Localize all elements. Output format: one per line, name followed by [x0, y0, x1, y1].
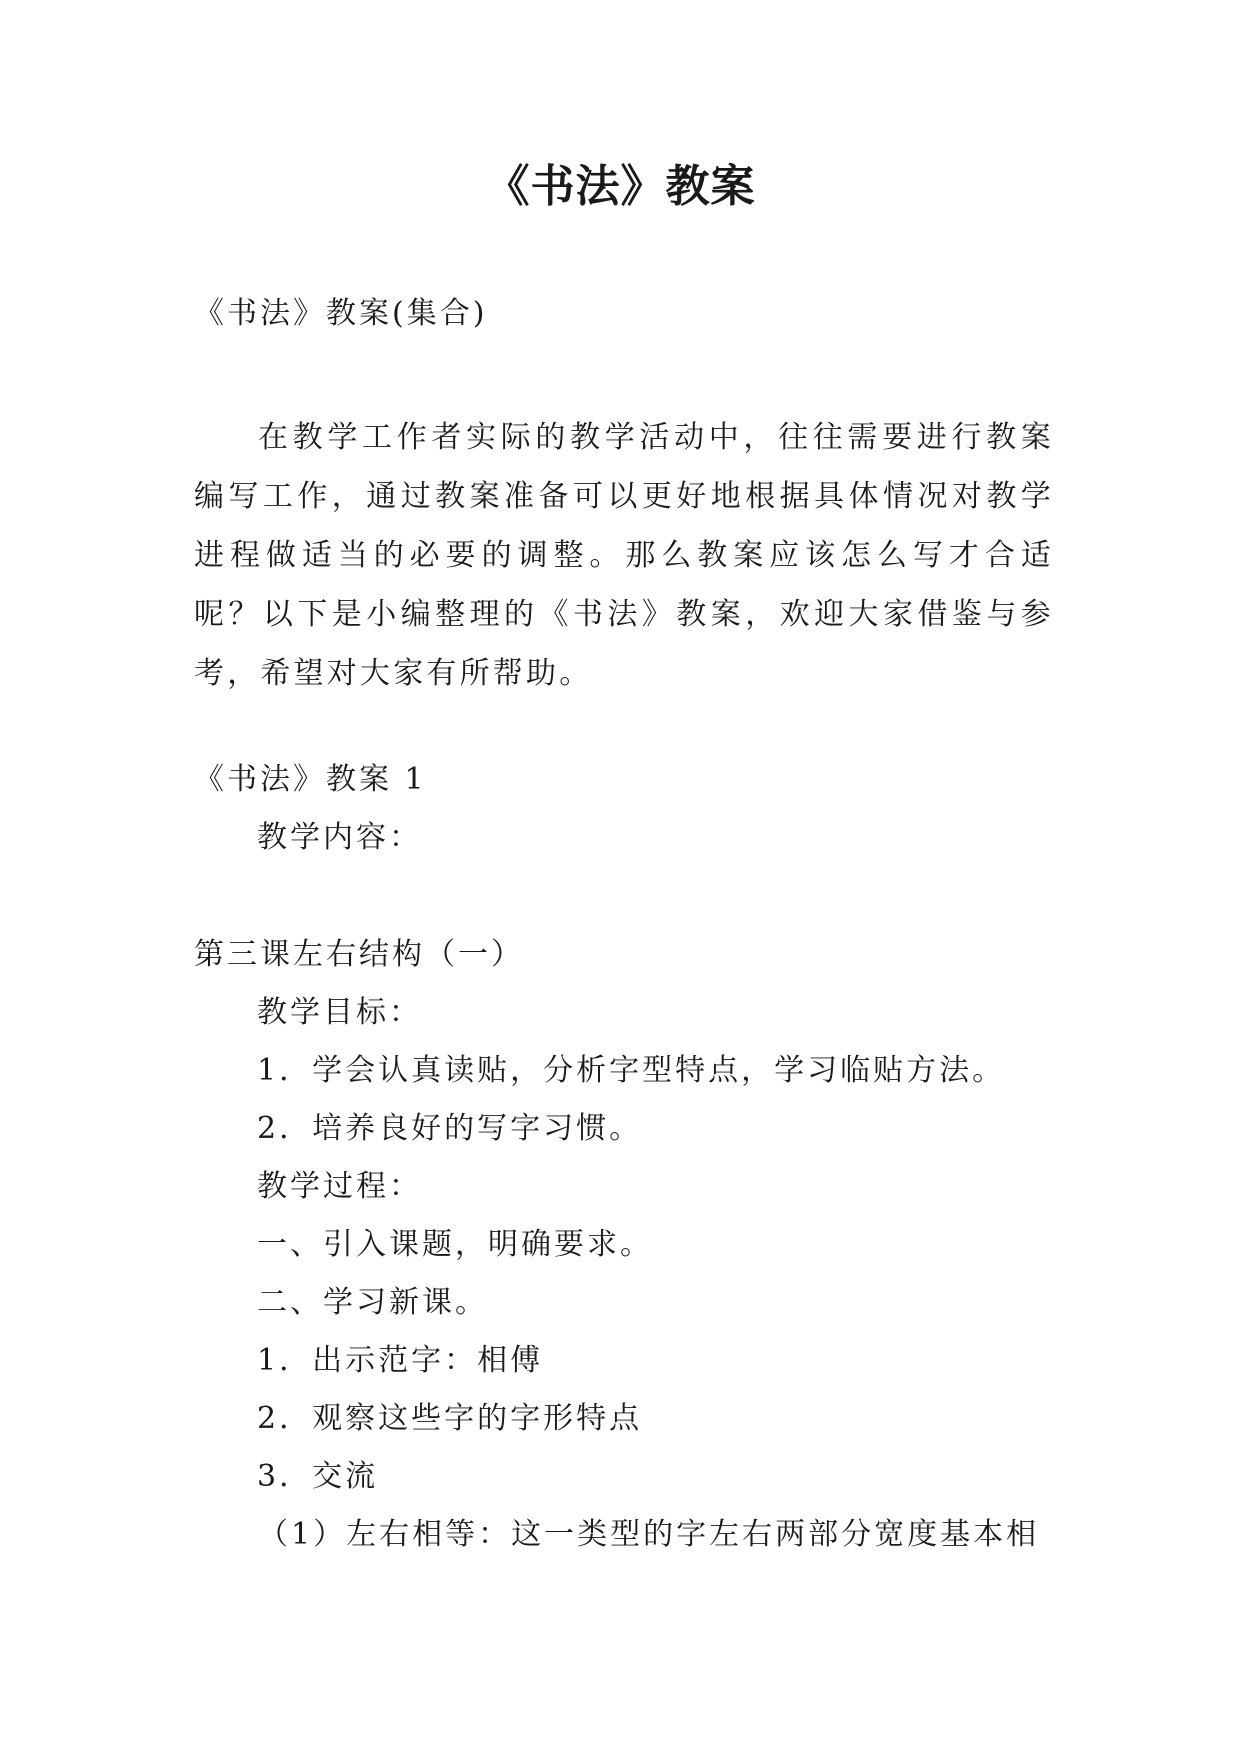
process-substep: 1．出示范字：相傅: [257, 1343, 544, 1378]
document-subtitle: 《书法》教案(集合): [194, 296, 488, 331]
intro-paragraph: 在教学工作者实际的教学活动中，往往需要进行教案编写工作，通过教案准备可以更好地根据具体情况对教学进程做适当的必要的调整。那么教案应该怎么写才合适呢？以下是小编整理的《书法》教案，欢迎大家借鉴与参考，希望对大家有所帮助。: [194, 420, 1054, 691]
goal-item: 2．培养良好的写字习惯。: [257, 1111, 643, 1146]
process-substep: 3．交流: [257, 1459, 379, 1494]
label-teaching-process: 教学过程：: [257, 1169, 422, 1204]
goal-item: 1．学会认真读贴，分析字型特点，学习临贴方法。: [257, 1053, 1006, 1088]
process-step: 二、学习新课。: [257, 1285, 488, 1320]
label-teaching-content: 教学内容：: [257, 820, 422, 855]
label-teaching-goals: 教学目标：: [257, 995, 422, 1030]
page-title: 《书法》教案: [485, 161, 756, 212]
process-step: 一、引入课题，明确要求。: [257, 1227, 653, 1262]
section-heading: 《书法》教案 1: [194, 762, 427, 797]
process-substep: 2．观察这些字的字形特点: [257, 1401, 643, 1436]
process-detail: （1）左右相等：这一类型的字左右两部分宽度基本相: [258, 1517, 1040, 1552]
lesson-title: 第三课左右结构（一）: [194, 937, 524, 972]
